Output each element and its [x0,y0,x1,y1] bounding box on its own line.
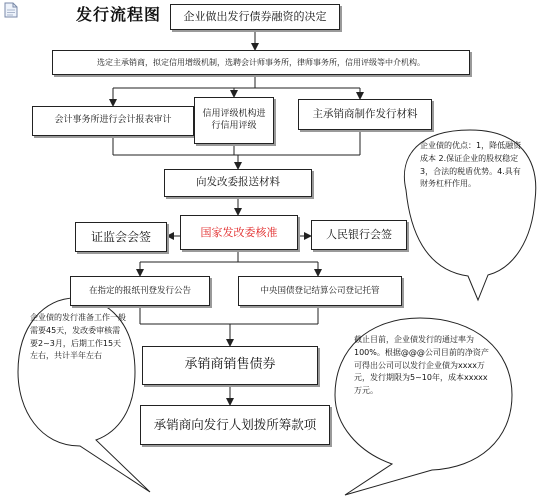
box-csrc-countersign: 证监会会签 [75,222,167,252]
box-registration-custody: 中央国债登记结算公司登记托管 [238,276,402,306]
bubble-cost: 截止目前，企业债发行的通过率为100%。根据@@@公司目前的净资产可得出公司可以发行企业债为xxxx万元，发行期限为5~10年，成本xxxxx万元。 [354,335,489,396]
page-title: 发行流程图 [76,5,162,24]
box-submit-to-ndrc: 向发改委报送材料 [164,169,312,197]
box-ndrc-approval: 国家发改委核准 [180,215,298,250]
bubble-timeline: 企业债的发行准备工作一般需要45天，发改委审核需要2~3月，后期工作15天左右，共计半年左右 [30,313,126,361]
box-accounting-audit: 会计事务所进行会计报表审计 [32,106,194,136]
box-announcement: 在指定的报纸刊登发行公告 [70,276,210,306]
box-pboc-countersign: 人民银行会签 [311,220,407,250]
box-select-intermediaries: 选定主承销商，拟定信用增级机制，选聘会计师事务所，律师事务所，信用评级等中介机构。 [52,50,470,75]
box-financing-decision: 企业做出发行债券融资的决定 [170,4,340,30]
bubble-advantages: 企业债的优点：1，降低融资成本 2.保证企业的股权稳定 3，合法的税盾优势。4.具有财务杠杆作用。 [420,141,522,189]
box-transfer-funds: 承销商向发行人划拨所筹款项 [140,405,330,445]
box-underwriter-materials: 主承销商制作发行材料 [298,99,432,130]
box-credit-rating: 信用评级机构进行信用评级 [194,97,274,144]
box-underwriter-sell: 承销商销售债券 [142,346,318,385]
